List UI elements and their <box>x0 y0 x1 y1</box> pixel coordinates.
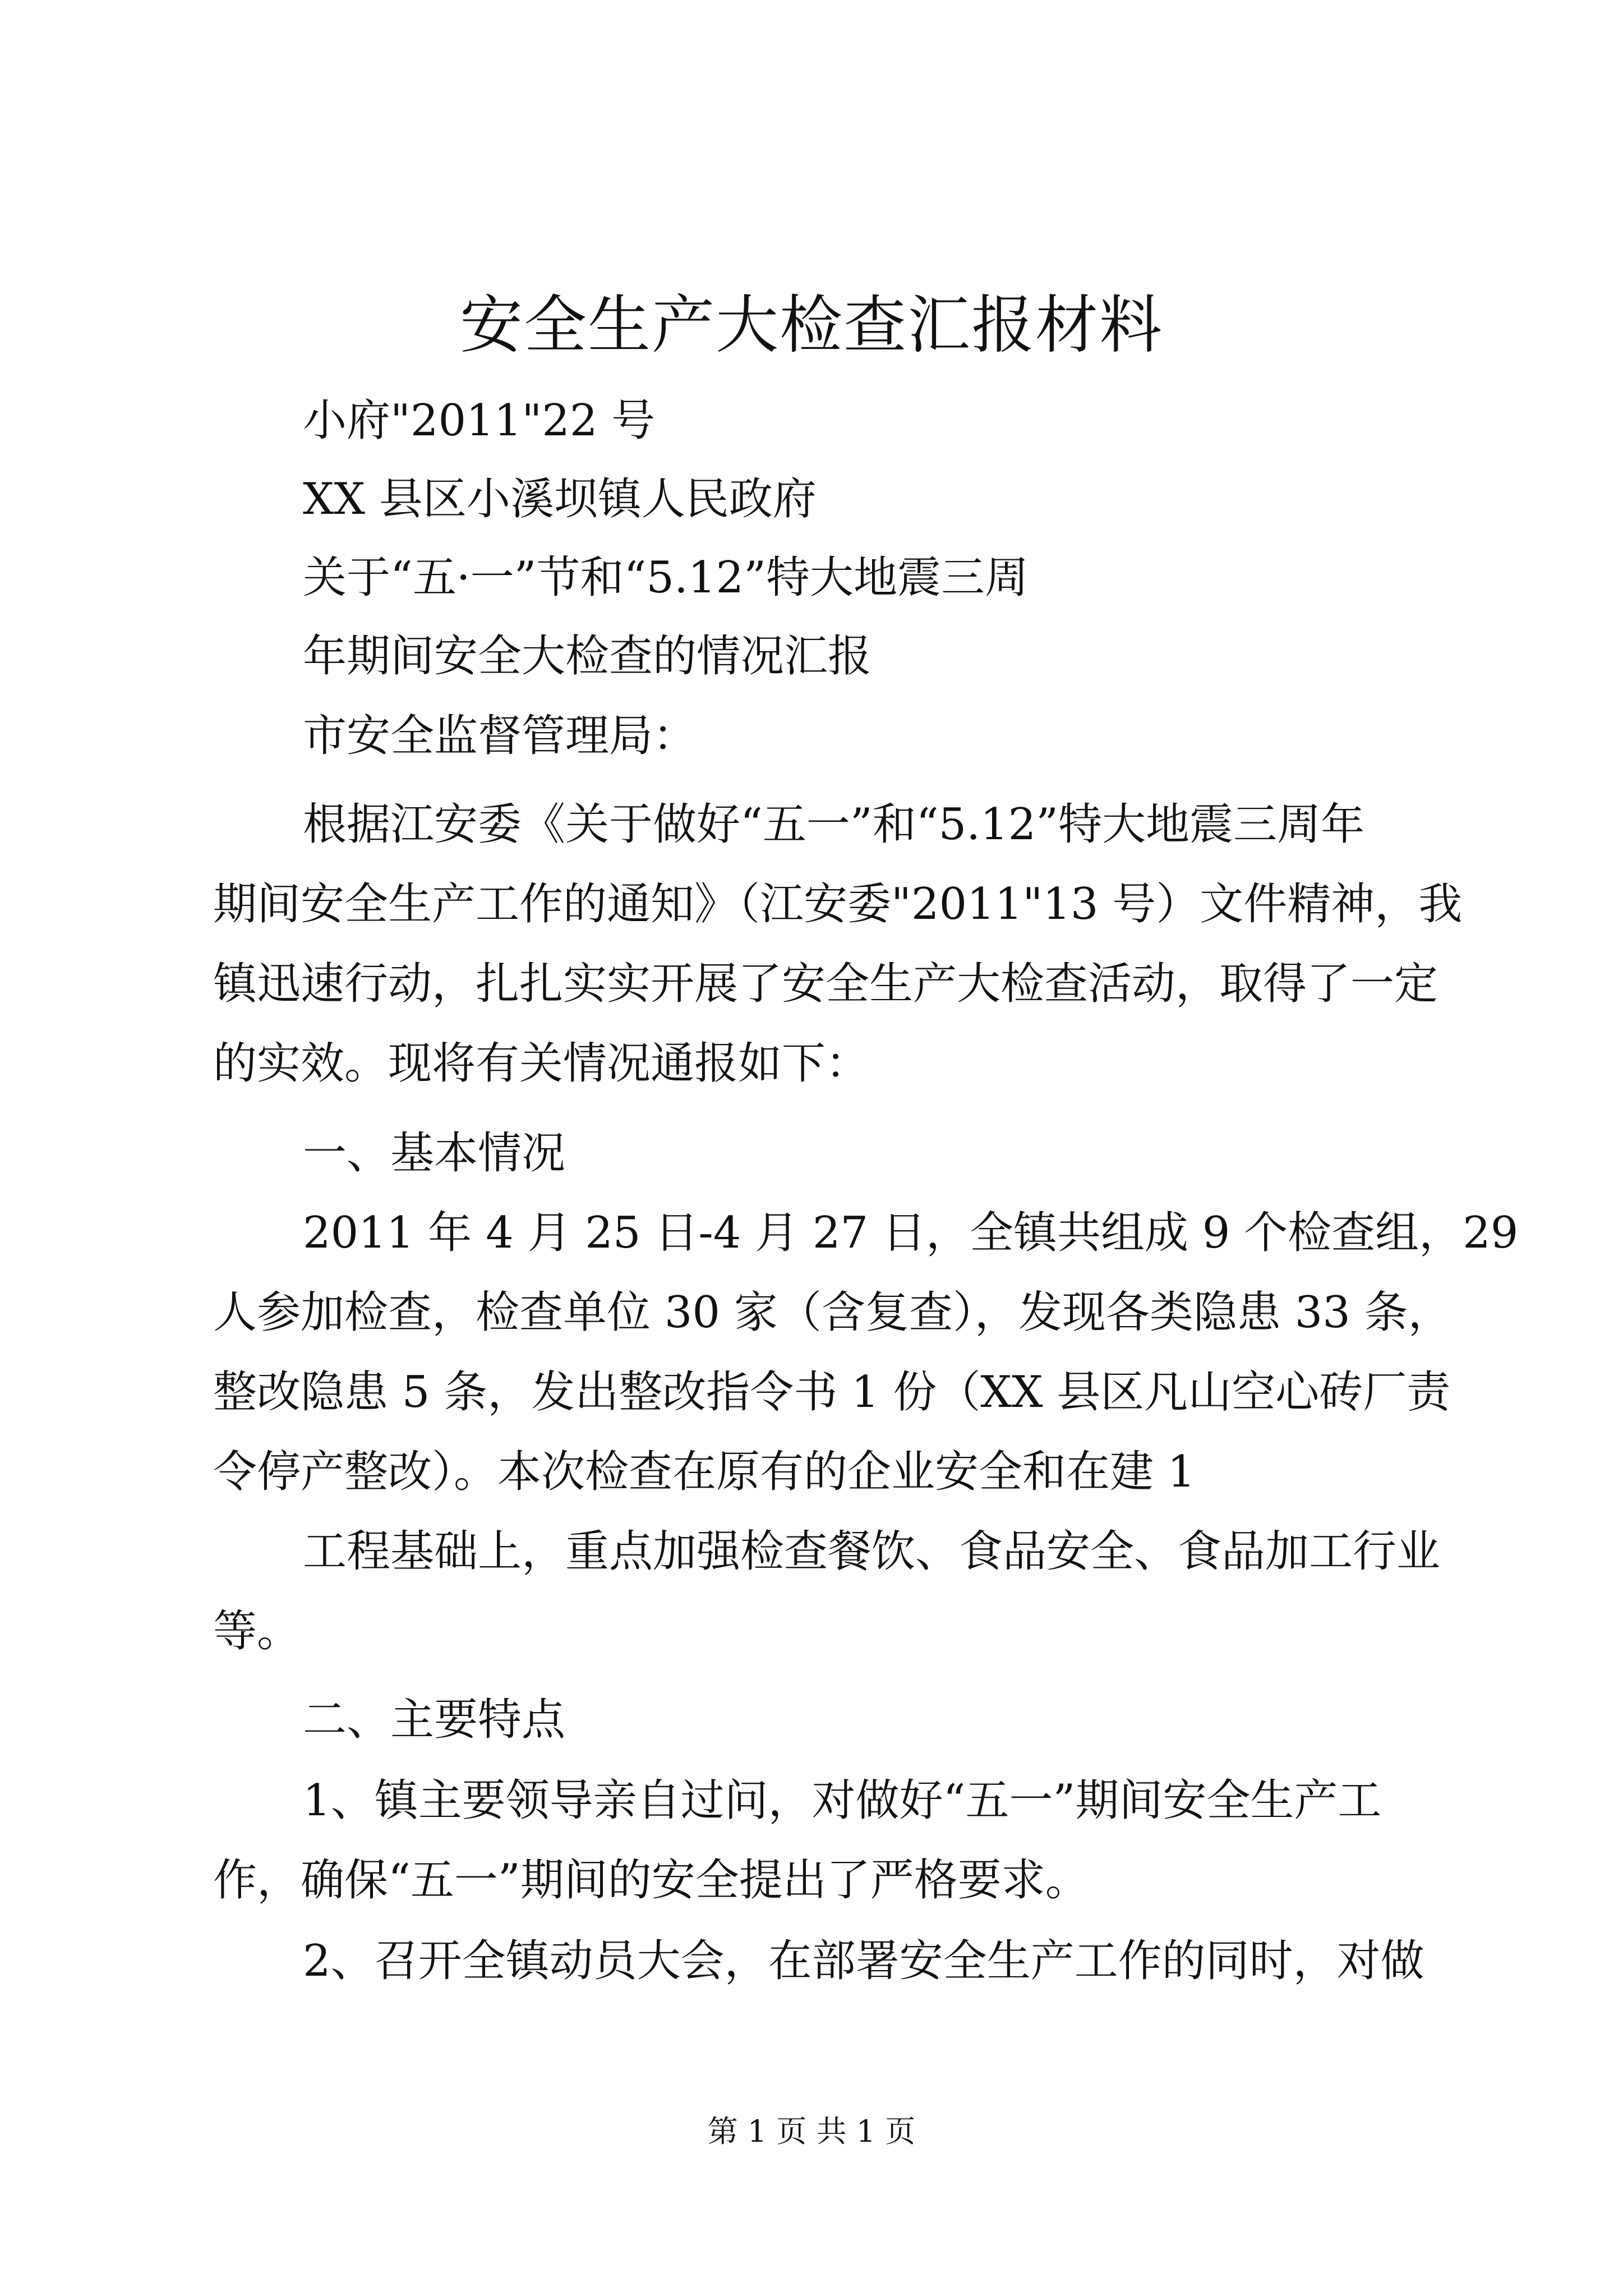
body-line: 2、召开全镇动员大会，在部署安全生产工作的同时，对做 <box>303 1936 1424 1986</box>
body-line: 整改隐患 5 条，发出整改指令书 1 份（XX 县区凡山空心砖厂责 <box>213 1367 1451 1418</box>
section-heading-features: 二、主要特点 <box>303 1695 566 1745</box>
body-line: 作，确保“五一”期间的安全提出了严格要求。 <box>213 1855 1089 1906</box>
doc-number-line: 小府"2011"22 号 <box>303 395 656 446</box>
section-heading-basic: 一、基本情况 <box>303 1128 566 1179</box>
body-line: 工程基础上，重点加强检查餐饮、食品安全、食品加工行业 <box>303 1526 1441 1577</box>
body-line: 期间安全生产工作的通知》（江安委"2011"13 号）文件精神，我 <box>213 879 1463 930</box>
document-title: 安全生产大检查汇报材料 <box>460 289 1163 362</box>
body-line: 的实效。现将有关情况通报如下： <box>213 1038 870 1089</box>
body-line: 1、镇主要领导亲自过问，对做好“五一”期间安全生产工 <box>303 1775 1382 1826</box>
body-line: 令停产整改）。本次检查在原有的企业安全和在建 1 <box>213 1447 1196 1497</box>
body-line: 根据江安委《关于做好“五一”和“5.12”特大地震三周年 <box>303 799 1365 850</box>
issuer-line: XX 县区小溪坝镇人民政府 <box>303 474 817 524</box>
page-footer: 第 1 页 共 1 页 <box>707 2114 916 2149</box>
subject-line-2: 年期间安全大检查的情况汇报 <box>303 631 872 682</box>
body-line: 人参加检查，检查单位 30 家（含复查），发现各类隐患 33 条， <box>213 1287 1452 1338</box>
body-line: 2011 年 4 月 25 日-4 月 27 日，全镇共组成 9 个检查组，29 <box>303 1208 1519 1258</box>
body-line: 镇迅速行动，扎扎实实开展了安全生产大检查活动，取得了一定 <box>213 959 1438 1009</box>
subject-line-1: 关于“五·一”节和“5.12”特大地震三周 <box>303 553 1029 603</box>
body-line: 等。 <box>213 1606 301 1657</box>
recipient-line: 市安全监督管理局： <box>303 711 697 761</box>
